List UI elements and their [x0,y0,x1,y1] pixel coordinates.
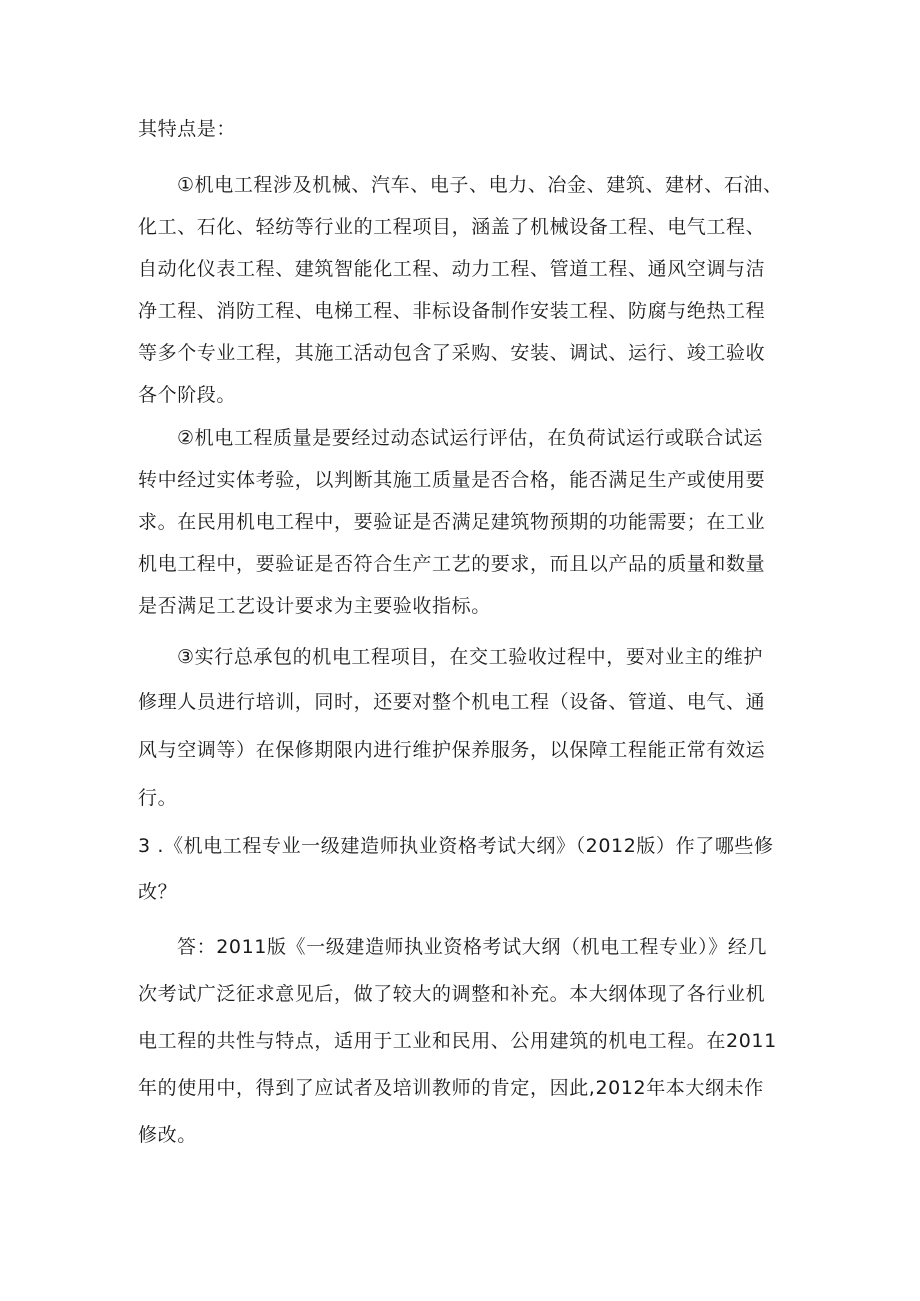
text-line: 修理人员进行培训，同时，还要对整个机电工程（设备、管道、电气、通 [138,691,766,713]
text-line: 其特点是： [138,118,237,140]
text-line: 修改。 [138,1124,197,1146]
text-line: 自动化仪表工程、建筑智能化工程、动力工程、管道工程、通风空调与洁 [138,258,766,280]
text-line: 机电工程中，要验证是否符合生产工艺的要求，而且以产品的质量和数量 [138,553,766,575]
text-line: 行。 [138,787,178,809]
text-line: 年的使用中，得到了应试者及培训教师的肯定，因此,2012年本大纲未作 [138,1077,764,1099]
text-line: 等多个专业工程，其施工活动包含了采购、安装、调试、运行、竣工验收 [138,342,766,364]
text-line: 净工程、消防工程、电梯工程、非标设备制作安装工程、防腐与绝热工程 [138,300,766,322]
text-line: 电工程的共性与特点，适用于工业和民用、公用建筑的机电工程。在2011 [138,1030,777,1052]
text-line: 是否满足工艺设计要求为主要验收指标。 [138,595,491,617]
text-line: 转中经过实体考验，以判断其施工质量是否合格，能否满足生产或使用要 [138,469,766,491]
text-line: 答：2011版《一级建造师执业资格考试大纲（机电工程专业）》经几 [177,936,768,958]
section-heading: 3 .《机电工程专业一级建造师执业资格考试大纲》（2012版）作了哪些修 [138,835,774,857]
text-line: ③实行总承包的机电工程项目，在交工验收过程中，要对业主的维护 [177,646,764,668]
text-line: 次考试广泛征求意见后，做了较大的调整和补充。本大纲体现了各行业机 [138,983,766,1005]
text-line: ②机电工程质量是要经过动态试运行评估，在负荷试运行或联合试运 [177,427,764,449]
section-heading: 改？ [138,881,178,903]
text-line: 各个阶段。 [138,384,237,406]
text-line: 化工、石化、轻纺等行业的工程项目，涵盖了机械设备工程、电气工程、 [138,216,766,238]
text-line: ①机电工程涉及机械、汽车、电子、电力、冶金、建筑、建材、石油、 [177,174,783,196]
text-line: 求。在民用机电工程中，要验证是否满足建筑物预期的功能需要；在工业 [138,511,766,533]
text-line: 风与空调等）在保修期限内进行维护保养服务，以保障工程能正常有效运 [138,739,766,761]
